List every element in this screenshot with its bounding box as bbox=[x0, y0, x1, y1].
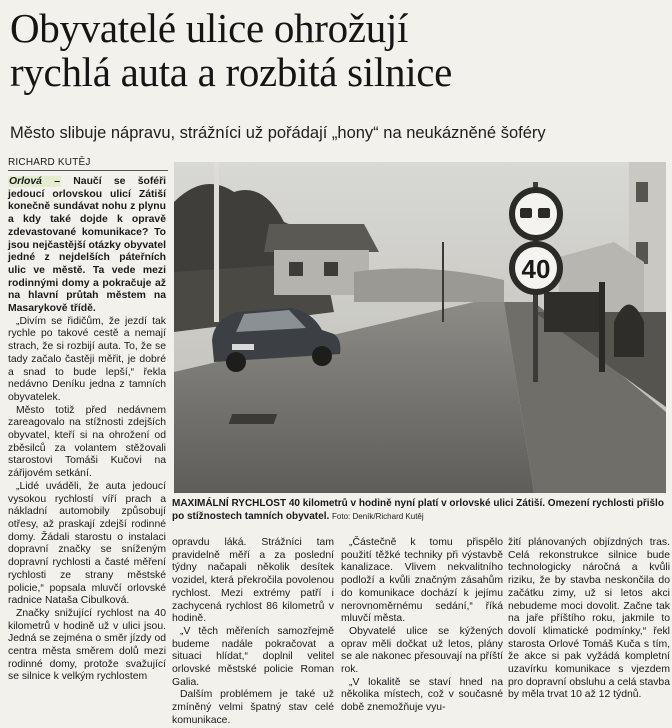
subtitle: Město slibuje nápravu, strážníci už pořádají „hony“ na neukázněné šoféry bbox=[10, 124, 546, 142]
photo-caption bbox=[172, 498, 666, 523]
paragraph: opravdu láká. Strážníci tam pravidelně měří a za poslední týdny načapali několik desítek vozidel, která překročila povolenou rychlost. Mezi extrémy patří i zachycená rychlost 86 kilometrů v hodině. bbox=[172, 537, 334, 625]
street-photo-illustration bbox=[174, 162, 666, 493]
headline-line-2: rychlá auta a rozbitá silnice bbox=[10, 49, 453, 95]
paragraph: Dalším problémem je také už zmíněný velmi špatný stav celé komunikace. bbox=[172, 689, 334, 726]
paragraph: „Divím se řidičům, že jezdí tak rychle po takové cestě a nemají strach, že si rozbijí auta. To, že se tady začalo častěji měřit, je dobré a snad to bude lepší,“ řekla nedávno Deníku jedna z tamních obyvatelek. bbox=[8, 315, 166, 403]
paragraph: „Lidé uváděli, že auta jedoucí vysokou rychlostí víří prach a nákladní automobily způsobují otřesy, až praskají zdejší rodinné domy. Žádali starostu o instalaci dopravní značky se sníženým dopravní rychlosti a časté měření rychlosti ze strany městské policie,“ popsala mluvčí orlovské radnice Nataša Cibulková. bbox=[8, 480, 166, 607]
lead-paragraph bbox=[8, 176, 166, 316]
lead-text: Naučí se šoféři jedoucí orlovskou ulicí Zátiší konečně sundávat nohu z plynu a kdy také dojde k opravě zdevastované komunikace? To jsou nejčastější otázky obyvatel jedné z nejdelších páteřních ulic ve městě. Ta vede mezi rodinnými domy a pokračuje až na hlavní průtah městem na Masarykově třídě. bbox=[8, 176, 166, 315]
byline: RICHARD KUTĚJ bbox=[8, 157, 168, 171]
headline-line-1: Obyvatelé ulice ohrožují bbox=[10, 5, 409, 51]
headline bbox=[10, 6, 665, 94]
paragraph: žití plánovaných objízdných tras. Celá rekonstrukce silnice bude technologicky náročná a kvůli riziku, že by stavba neskončila do začátku zimy, už si letos akci nebudeme moci dovolit. Začne tak na jaře příštího roku, jakmile to dovolí klimatické podmínky,“ řekl starosta Orlové Tomáš Kuča s tím, že akce si pak vyžádá kompletní uzavírku komunikace s vjezdem pro dopravní obsluhu a celá stavba by měla trvat 10 až 12 týdnů. bbox=[508, 537, 670, 701]
caption-text: MAXIMÁLNÍ RYCHLOST 40 kilometrů v hodině nyní platí v orlovské ulici Zátiší. Omezení rychlosti přišlo po stížnostech tamních obyvatel. bbox=[172, 498, 664, 522]
paragraph: Obyvatelé ulice se kýžených oprav měli dočkat už letos, plány se ale nakonec přesouvají na příští rok. bbox=[341, 625, 503, 676]
paragraph: „V lokalitě se staví hned na několika místech, což v současné době znemožňuje vyu- bbox=[341, 676, 503, 714]
article-column-2 bbox=[172, 537, 334, 726]
paragraph: „V těch měřeních samozřejmě budeme nadále pokračovat a situaci hlídat,“ doplnil velitel orlovské městské policie Roman Galia. bbox=[172, 625, 334, 688]
paragraph: Značky snižující rychlost na 40 kilometrů v hodině už v ulici jsou. Jedná se zejména o směr jízdy od centra města směrem dolů mezi rodinné domy, protože svažující se silnice k velkým rychlostem bbox=[8, 607, 166, 683]
street-photo bbox=[174, 162, 666, 493]
article-column-4 bbox=[508, 537, 670, 717]
article-column-1 bbox=[8, 176, 166, 716]
paragraph: „Částečně k tomu přispělo použití těžké techniky při výstavbě kanalizace. Vlivem nekvalitního podloží a kvůli značným zásahům do komunikace dochází k jejímu nerovnoměrnému sedání,“ říká mluvčí města. bbox=[341, 537, 503, 625]
article-column-3 bbox=[341, 537, 503, 717]
photo-credit: Foto: Deník/Richard Kutěj bbox=[332, 511, 424, 521]
paragraph: Město totiž před nedávnem zareagovalo na stížnosti zdejších obyvatel, kteří si na ohrožení od zběsilců za volantem stěžovali starostovi Tomáši Kučovi na zářijovém setkání. bbox=[8, 404, 166, 480]
speed-limit-sign-value: 40 bbox=[521, 254, 551, 284]
dateline: Orlová – bbox=[9, 176, 60, 187]
